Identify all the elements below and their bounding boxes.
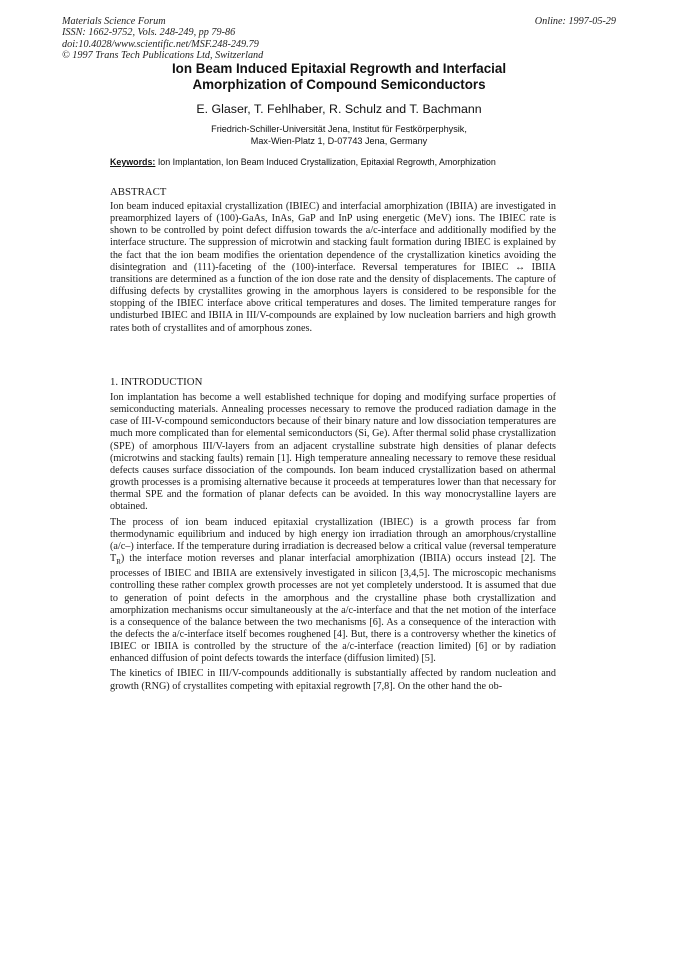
abstract-body [110, 201, 556, 335]
abstract-heading: ABSTRACT [110, 186, 167, 198]
keywords-label: Keywords: [110, 157, 156, 167]
intro-p2-part-1: The process of ion beam induced epitaxial crystallization (IBIEC) is a growth process far from thermodynamic equilibrium and induced by high energy ion irradiation through an amorphous/crystalline (a/c–) interface. If the temperature during irradiation is decreased below a critical value (reversal temperature T [110, 516, 556, 565]
affiliation [100, 124, 578, 148]
journal-name: Materials Science Forum [62, 16, 166, 27]
intro-paragraph-1: Ion implantation has become a well established technique for doping and modifying surface properties of semiconducting materials. Annealing processes necessary to remove the produced radiation damage in the case of III-V-compound semiconductors because of their binary nature and low dissociation temperatures are much more complicated than for elemental semiconductors (Si, Ge). After thermal solid phase crystallization (SPE) of amorphous III/V-layers from an adjacent crystalline substrate high densities of planar defects (microtwins and stacking faults) remain [1]. High temperature annealing necessary to remove these residual defects causes surface dissociation of the compounds. Ion beam induced crystallization based on athermal growth processes is a promising alternative because it proceeds at temperatures lower than that necessary for thermal SPE and the formation of planar defects can be avoided. In this way monocrystalline layers are obtained. [110, 392, 556, 513]
intro-paragraph-2 [110, 517, 556, 666]
copyright-line: © 1997 Trans Tech Publications Ltd, Switzerland [62, 49, 264, 61]
introduction-heading: 1. INTRODUCTION [110, 376, 203, 388]
doi-line[interactable]: doi:10.4028/www.scientific.net/MSF.248-249.79 [62, 38, 259, 50]
intro-p2-part-2: ) the interface motion reverses and planar interfacial amorphization (IBIIA) occurs instead [2]. The processes of IBIEC and IBIIA are extensively investigated in silicon [3,4,5]. The microscopic mechanisms controlling these rather complex growth processes are not yet completely understood. It is assumed that due to generation of point defects in the amorphous and the crystalline phase both crystallization and amorphization mechanisms occur simultaneously at the a/c-interface and that the net motion of the interface is a consequence of the balance between the two mechanisms [6]. As a consequence of the interaction with the defects the a/c-interface itself becomes roughened [4]. But, there is a controversy whether the kinetics of IBIEC or IBIIA is controlled by the structure of the a/c-interface (reaction limited) [6] or by radiation enhanced diffusion of point defects towards the interface (diffusion limited) [5]. [110, 553, 556, 665]
title-line-2: Amorphization of Compound Semiconductors [192, 76, 486, 92]
keywords [110, 157, 496, 167]
affiliation-line-1: Friedrich-Schiller-Universität Jena, Institut für Festkörperphysik, [211, 124, 467, 134]
publication-header [62, 16, 263, 61]
keywords-text: Ion Implantation, Ion Beam Induced Crystallization, Epitaxial Regrowth, Amorphization [157, 157, 496, 167]
reversal-temp-subscript: R [116, 558, 121, 567]
online-date: Online: 1997-05-29 [534, 16, 616, 27]
intro-paragraph-3: The kinetics of IBIEC in III/V-compounds additionally is substantially affected by random nucleation and growth (RNG) of crystallites competing with epitaxial regrowth [7,8]. On the other hand the ob- [110, 668, 556, 692]
affiliation-line-2: Max-Wien-Platz 1, D-07743 Jena, Germany [250, 135, 428, 146]
abstract-paragraph: Ion beam induced epitaxial crystallization (IBIEC) and interfacial amorphization (IBIIA) are investigated in preamorphized layers of (100)-GaAs, InAs, GaP and InP using energetic (MeV) ions. The IBIEC rate is shown to be controlled by point defect diffusion towards the a/c-interface and additionally modified by the interface structure. The suppression of microtwin and stacking fault formation during IBIEC is explained by the fact that the ion beam modifies the orientation dependence of the crystallization kinetics avoiding the disintegration and (111)-faceting of the (100)-interface. Reversal temperatures for IBIEC ↔ IBIIA transitions are determined as a function of the ion dose rate and the density of displacements. The capture of diffusing defects by crystallites growing in the amorphous layers is considered to be responsible for the stopping of the IBIEC interface above critical temperatures and doses. The limited temperature ranges for undisturbed IBIEC and IBIIA in III/V-compounds are explained by low nucleation barriers and high growth rates both of crystallites and of amorphous zones. [110, 201, 556, 334]
title-line-1: Ion Beam Induced Epitaxial Regrowth and Interfacial [171, 61, 507, 76]
author-list: E. Glaser, T. Fehlhaber, R. Schulz and T. Bachmann [196, 102, 482, 116]
introduction-body [110, 392, 556, 693]
paper-title [100, 61, 578, 92]
issn-line: ISSN: 1662-9752, Vols. 248-249, pp 79-86 [62, 27, 236, 39]
